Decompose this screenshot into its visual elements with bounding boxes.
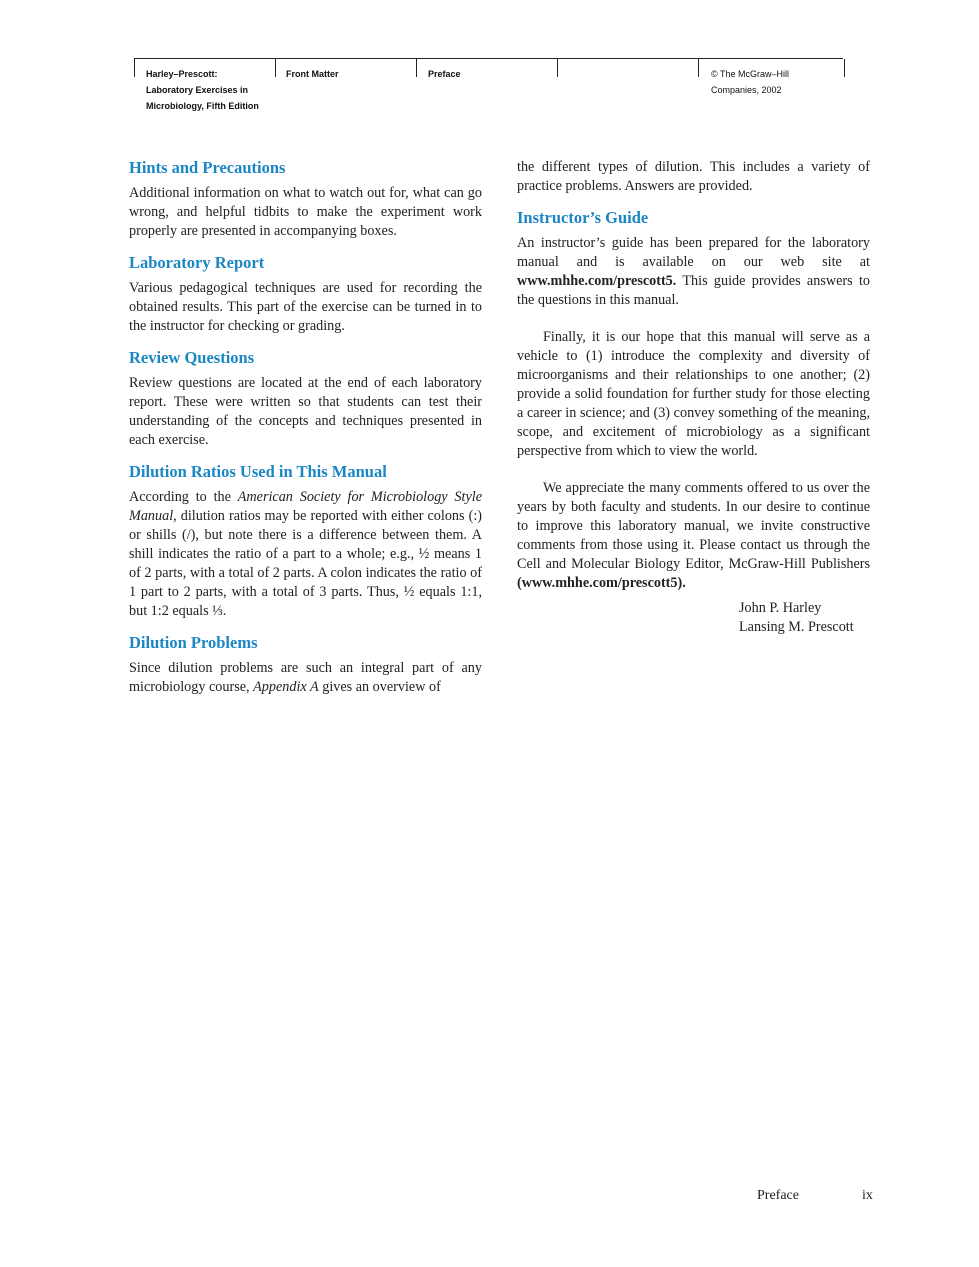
heading-review: Review Questions — [129, 348, 255, 367]
heading-guide: Instructor’s Guide — [517, 208, 649, 227]
closing-para2-url: (www.mhhe.com/prescott5). — [517, 575, 686, 591]
ratios-lead: According to the — [129, 489, 238, 505]
header-book-title-3: Microbiology, Fifth Edition — [146, 101, 259, 111]
problems-appendix: Appendix A — [253, 679, 319, 695]
signature-block — [517, 599, 870, 637]
closing-paragraph-2 — [517, 479, 870, 593]
section-ratios — [129, 462, 482, 621]
header-chapter: Preface — [428, 69, 461, 79]
ratios-style-manual: American Society for Microbiology Style Manual, — [129, 489, 482, 524]
section-problems-continued — [517, 158, 870, 196]
body-guide — [517, 234, 870, 310]
guide-body: This guide provides answers to the questions in this manual. — [517, 273, 870, 308]
footer-page-number: ix — [862, 1188, 873, 1203]
body-problems-continued: the different types of dilution. This includes a variety of practice problems. Answers are provided. — [517, 159, 870, 194]
author-prescott: Lansing M. Prescott — [739, 619, 854, 635]
right-column — [517, 158, 870, 637]
body-review: Review questions are located at the end of each laboratory report. These were written so that students can test their understanding of the concepts and techniques presented in each exercise. — [129, 375, 482, 448]
body-hints: Additional information on what to watch out for, what can go wrong, and helpful tidbits to make the experiment work properly are presented in accompanying boxes. — [129, 185, 482, 239]
left-column — [129, 158, 482, 709]
author-harley: John P. Harley — [739, 600, 822, 616]
body-report: Various pedagogical techniques are used for recording the obtained results. This part of the exercise can be turned in to the instructor for checking or grading. — [129, 280, 482, 334]
body-ratios — [129, 488, 482, 621]
section-review — [129, 348, 482, 450]
closing-paragraph-1: Finally, it is our hope that this manual will serve as a vehicle to (1) introduce the complexity and diversity of microorganisms and their relationships to one another; (2) provide a solid foundation for further study for those electing a career in science; and (3) convey something of the meaning, scope, and excitement of microbiology as a significant perspective from which to view the world. — [517, 329, 870, 459]
problems-lead: Since dilution problems are such an integral part of any microbiology course, — [129, 660, 482, 695]
section-guide — [517, 208, 870, 310]
ratios-body: dilution ratios may be reported with either colons (:) or shills (/), but note there is a difference between them. A shill indicates the ratio of a part to a whole; e.g., ½ means 1 of 2 parts, with a total of 2 parts. A colon indicates the ratio of 1 part to 2 parts, with a total of 3 parts. Thus, ½ equals 1:1, but 1:2 equals ⅓. — [129, 508, 482, 619]
guide-lead: An instructor’s guide has been prepared for the laboratory manual and is available on our web site at — [517, 235, 870, 270]
guide-url: www.mhhe.com/prescott5. — [517, 273, 677, 289]
problems-body-left: gives an overview of — [318, 679, 441, 695]
header-copyright-1: © The McGraw–Hill — [711, 69, 789, 79]
heading-report: Laboratory Report — [129, 253, 265, 272]
footer-section: Preface — [757, 1188, 799, 1203]
heading-ratios: Dilution Ratios Used in This Manual — [129, 462, 387, 481]
header-copyright-2: Companies, 2002 — [711, 85, 782, 95]
heading-problems: Dilution Problems — [129, 633, 258, 652]
header-book-title-2: Laboratory Exercises in — [146, 85, 249, 95]
running-header — [134, 58, 843, 111]
header-cell-empty — [557, 59, 699, 77]
section-problems — [129, 633, 482, 697]
body-problems — [129, 659, 482, 697]
closing-para2-lead: We appreciate the many comments offered to us over the years by both faculty and students. In our desire to continue to improve this laboratory manual, we invite constructive comments from those using it. Please contact us through the Cell and Molecular Biology Editor, McGraw-Hill Publishers — [517, 480, 870, 572]
heading-hints: Hints and Precautions — [129, 158, 286, 177]
section-hints — [129, 158, 482, 241]
header-part: Front Matter — [286, 69, 339, 79]
section-report — [129, 253, 482, 336]
header-book-title-1: Harley–Prescott: — [146, 69, 218, 79]
